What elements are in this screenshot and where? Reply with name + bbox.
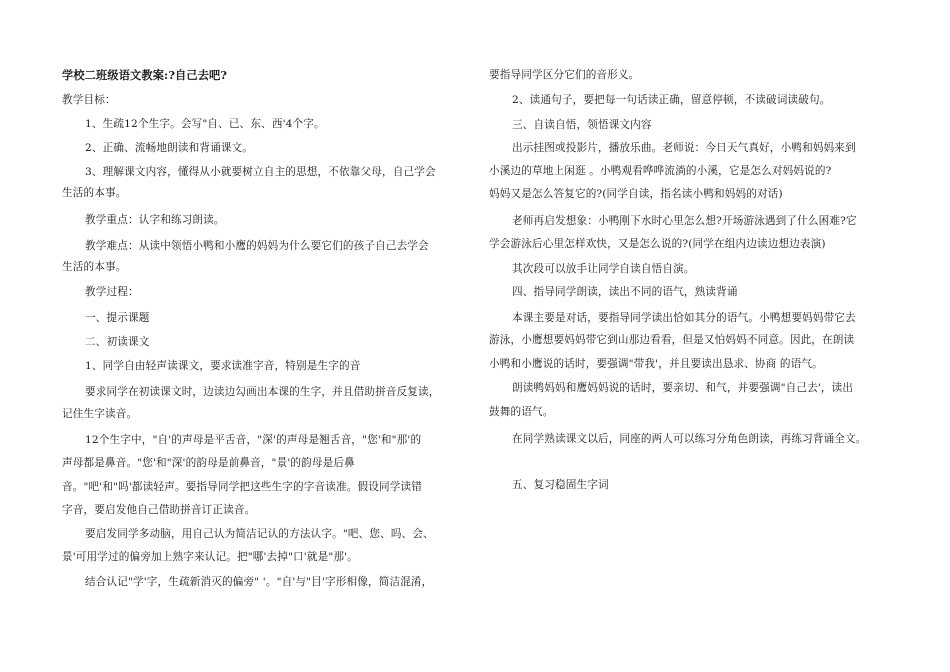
text-line: 教学目标：: [62, 94, 116, 106]
text-line: 三、自读自悟，领悟课文内容: [512, 119, 652, 131]
text-line: 音。"吧'和"吗'都读轻声。要指导同学把这些生字的字音读准。假设同学读错: [62, 481, 422, 493]
text-line: 学会游泳后心里怎样欢快，又是怎么说的?(同学在组内边读边想边表演): [489, 238, 826, 250]
text-line: 记住生字读音。: [62, 408, 138, 420]
text-line: 12个生字中，"自'的声母是平舌音，"深'的声母是翘舌音，"您'和"那'的: [85, 434, 422, 446]
text-line: 声母都是鼻音。"您'和"深'的韵母是前鼻音，"景'的韵母是后鼻: [62, 457, 355, 469]
text-line: 3、理解课文内容，懂得从小就要树立自主的思想，不依靠父母，自己学会: [85, 166, 436, 178]
text-line: 要启发同学多动脑，用自己认为简洁记认的方法认字。"吧、您、吗、会、: [85, 528, 434, 540]
text-line: 字音，要启发他自己借助拼音订正读音。: [62, 504, 256, 516]
text-line: 出示挂图或投影片，播放乐曲。老师说：今日天气真好，小鸭和妈妈来到: [512, 142, 856, 154]
text-line: 教学过程：: [85, 286, 139, 298]
text-line: 本课主要是对话，要指导同学读出恰如其分的语气。小鸭想要妈妈带它去: [512, 312, 856, 324]
text-line: 其次段可以放手让同学自读自悟自演。: [512, 263, 695, 275]
text-line: 妈妈又是怎么答复它的?(同学自读，指名读小鸭和妈妈的对话): [489, 188, 783, 200]
text-line: 2、读通句子，要把每一句话读正确，留意停顿，不读破词读破句。: [512, 94, 831, 106]
text-line: 景'可用学过的偏旁加上熟字来认记。把"哪'去掉"口'就是"那'。: [62, 551, 358, 563]
text-line: 五、复习稳固生字词: [512, 479, 609, 491]
text-line: 结合认记"学'字，生疏新消灭的偏旁" '。"自'与"目'字形相像，简洁混淆，: [85, 576, 433, 588]
text-line: 小鸭和小鹰说的话时，要强调"带我'，并且要读出恳求、协商 的语气。: [489, 358, 823, 370]
text-line: 2、正确、流畅地朗读和背诵课文。: [85, 142, 254, 154]
text-line: 教学重点：认字和练习朗读。: [85, 214, 225, 226]
text-line: 四、指导同学朗读，读出不同的语气，熟读背诵: [512, 286, 738, 298]
text-line: 要求同学在初读课文时，边读边勾画出本课的生字，并且借助拼音反复读，: [85, 386, 440, 398]
text-line: 朗读鸭妈妈和鹰妈妈说的话时，要亲切、和气，并要强调"自己去'，读出: [512, 382, 854, 394]
text-line: 1、生疏12个生字。会写"自、已、东、西'4个字。: [85, 118, 325, 130]
text-line: 教学难点：从读中领悟小鸭和小鹰的妈妈为什么要它们的孩子自己去学会: [85, 240, 429, 252]
text-line: 一、提示课题: [85, 312, 150, 324]
text-line: 小溪边的草地上闲逛 。小鸭观看哗哗流淌的小溪，它是怎么对妈妈说的?: [489, 165, 832, 177]
text-line: 在同学熟读课文以后，同座的两人可以练习分角色朗读，再练习背诵全文。: [512, 433, 867, 445]
text-line: 要指导同学区分它们的音形义。: [489, 69, 640, 81]
text-line: 游泳，小鹰想要妈妈带它到山那边看看，但是又怕妈妈不同意。因此，在朗读: [489, 334, 855, 346]
text-line: 二、初读课文: [85, 336, 150, 348]
text-line: 生活的本事。: [62, 187, 127, 199]
text-line: 老师再启发想象：小鸭刚下水时心里怎么想?开场游泳遇到了什么困难?它: [512, 215, 857, 227]
document-title: 学校二班级语文教案:?自己去吧?: [62, 68, 228, 82]
text-line: 1、同学自由轻声读课文，要求读准字音，特别是生字的音: [85, 360, 361, 372]
text-line: 鼓舞的语气。: [489, 406, 554, 418]
text-line: 生活的本事。: [62, 261, 127, 273]
